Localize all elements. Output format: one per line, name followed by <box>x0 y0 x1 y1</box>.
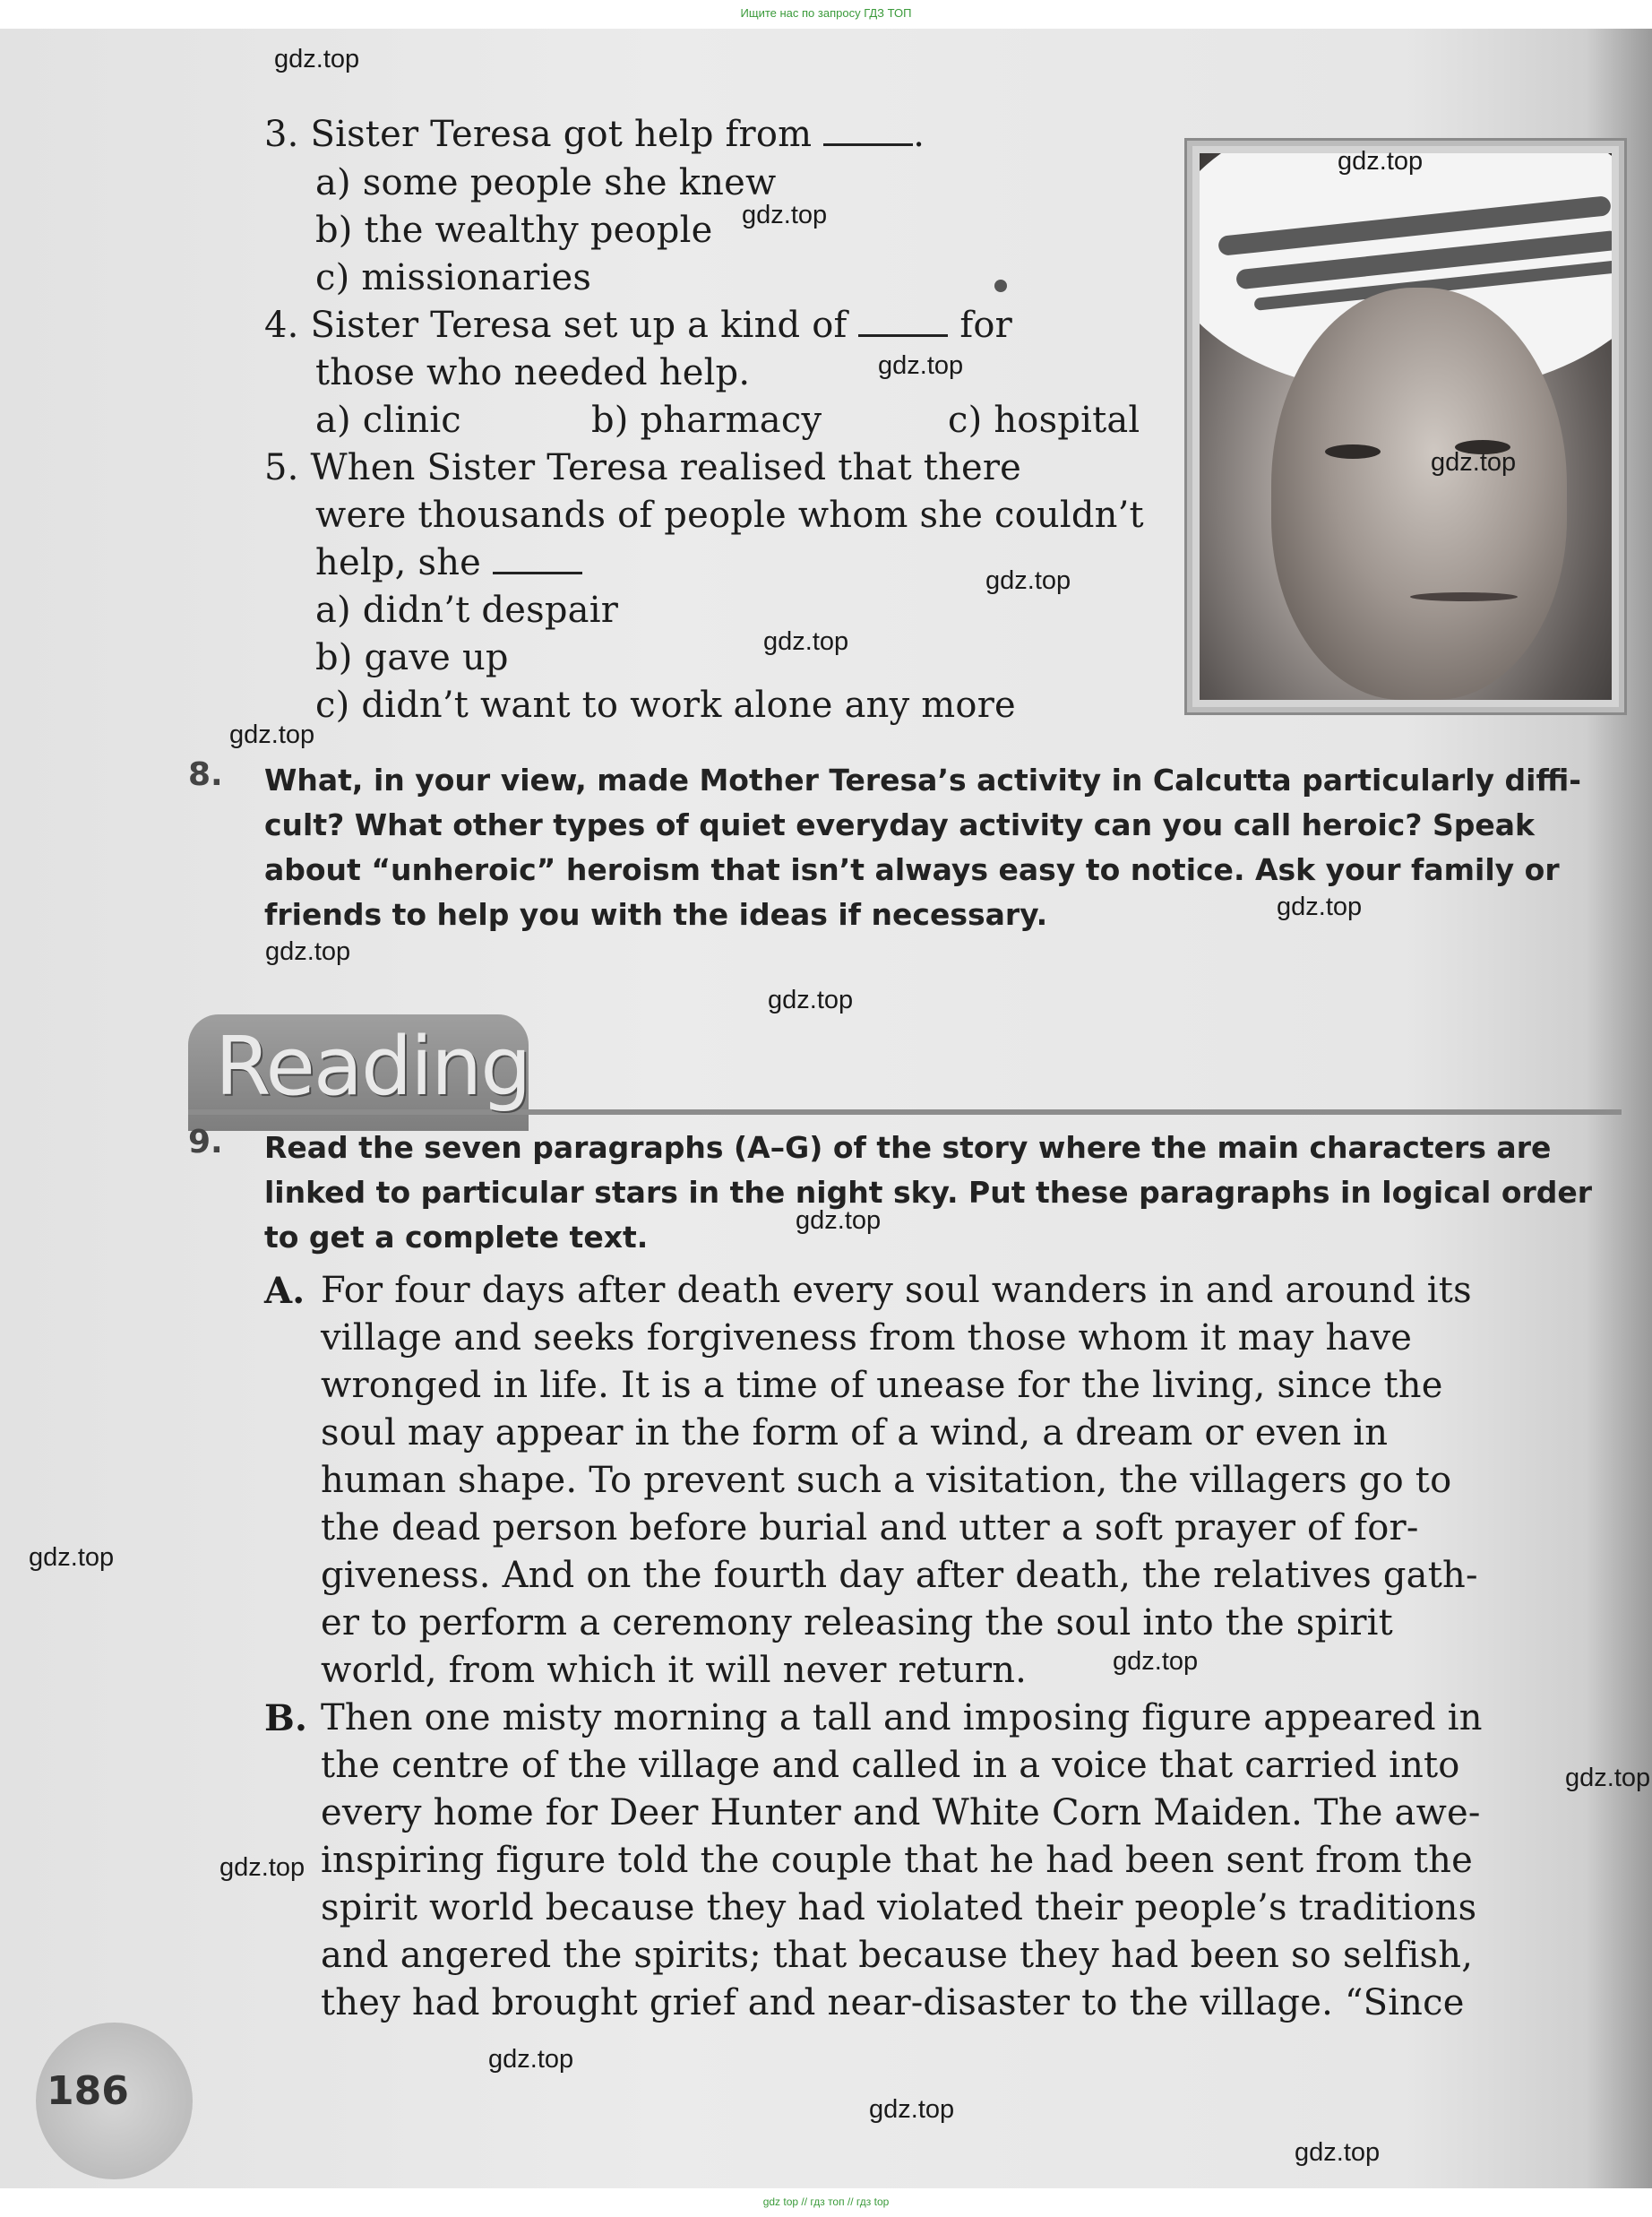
paragraph-a-line: world, from which it will never return. <box>321 1650 1028 1691</box>
task8-line: about “unheroic” heroism that isn’t always easy to notice. Ask your family or <box>264 852 1560 887</box>
q4-line2: those who needed help. <box>315 352 751 393</box>
watermark: gdz.top <box>1338 147 1424 176</box>
paragraph-a-line: For four days after death every soul wanders in and around its <box>321 1270 1472 1311</box>
task8-number: 8. <box>188 756 223 793</box>
paragraph-a-label: A. <box>264 1270 305 1312</box>
answer-blank <box>858 307 948 337</box>
paragraph-b-line: and angered the spirits; that because they had been so selfish, <box>321 1935 1474 1976</box>
paragraph-a-line: human shape. To prevent such a visitation, the villagers go to <box>321 1460 1452 1501</box>
task9-number: 9. <box>188 1124 223 1160</box>
watermark: gdz.top <box>229 720 315 749</box>
task8-line: friends to help you with the ideas if necessary. <box>264 897 1048 932</box>
q3-stem-text: 3. Sister Teresa got help from <box>264 114 813 155</box>
q5-line1: 5. When Sister Teresa realised that there <box>264 447 1022 488</box>
q4-option-b: b) pharmacy <box>591 400 822 441</box>
page-number: 186 <box>47 2068 129 2114</box>
task9-line: linked to particular stars in the night sky. Put these paragraphs in logical order <box>264 1175 1593 1210</box>
q5-line3 <box>315 539 582 587</box>
q5-option-b: b) gave up <box>315 637 509 678</box>
photo-frame <box>1184 138 1627 715</box>
paragraph-a-line: er to perform a ceremony releasing the soul into the spirit <box>321 1602 1393 1643</box>
q5-option-c: c) didn’t want to work alone any more <box>315 685 1016 726</box>
q4-option-a: a) clinic <box>315 400 461 441</box>
paragraph-b-line: the centre of the village and called in a voice that carried into <box>321 1745 1460 1786</box>
paragraph-a-line: wronged in life. It is a time of unease for the living, since the <box>321 1365 1443 1406</box>
mother-teresa-photo <box>1200 153 1612 700</box>
watermark: gdz.top <box>869 2095 955 2124</box>
textbook-page <box>0 29 1652 2188</box>
answer-blank <box>823 116 913 146</box>
paragraph-b-line: spirit world because they had violated their people’s traditions <box>321 1887 1477 1928</box>
paragraph-a-line: village and seeks forgiveness from those whom it may have <box>321 1317 1413 1359</box>
eye-shape <box>1325 444 1381 459</box>
watermark: gdz.top <box>763 627 849 656</box>
watermark: gdz.top <box>265 937 351 966</box>
paragraph-b-line: Then one misty morning a tall and imposing figure appeared in <box>321 1697 1483 1738</box>
watermark: gdz.top <box>742 201 828 229</box>
watermark: gdz.top <box>29 1543 115 1572</box>
q5-line2: were thousands of people whom she couldn’t <box>315 495 1144 536</box>
q5-line3-text: help, she <box>315 542 482 583</box>
watermark: gdz.top <box>488 2045 574 2074</box>
paragraph-b-line: inspiring figure told the couple that he had been sent from the <box>321 1840 1473 1881</box>
q3-option-b: b) the wealthy people <box>315 210 713 251</box>
q3-option-a: a) some people she knew <box>315 162 777 203</box>
watermark: gdz.top <box>274 45 360 73</box>
section-title: Reading <box>215 1020 530 1114</box>
q4-option-c: c) hospital <box>948 400 1140 441</box>
watermark: gdz.top <box>1277 893 1363 921</box>
task8-line: cult? What other types of quiet everyday activity can you call heroic? Speak <box>264 807 1535 842</box>
header-note: Ищите нас по запросу ГДЗ ТОП <box>740 6 912 20</box>
paragraph-b-line: every home for Deer Hunter and White Corn Maiden. The awe- <box>321 1792 1481 1833</box>
paragraph-b-line: they had brought grief and near-disaster to the village. “Since <box>321 1982 1465 2023</box>
speck <box>994 280 1007 292</box>
q5-option-a: a) didn’t despair <box>315 590 619 631</box>
watermark: gdz.top <box>1565 1764 1651 1792</box>
paragraph-a-line: soul may appear in the form of a wind, a dream or even in <box>321 1412 1389 1454</box>
mouth-shape <box>1410 592 1518 601</box>
paragraph-a-line: giveness. And on the fourth day after death, the relatives gath- <box>321 1555 1478 1596</box>
watermark: gdz.top <box>796 1206 882 1235</box>
paragraph-a-line: the dead person before burial and utter a soft prayer of for- <box>321 1507 1419 1548</box>
watermark: gdz.top <box>1113 1647 1199 1676</box>
footer-note: gdz top // гдз топ // гдз top <box>762 2195 890 2208</box>
task9-line: Read the seven paragraphs (A–G) of the story where the main characters are <box>264 1130 1552 1165</box>
watermark: gdz.top <box>1431 448 1517 477</box>
watermark: gdz.top <box>1295 2138 1381 2167</box>
task8-line: What, in your view, made Mother Teresa’s activity in Calcutta particularly diffi- <box>264 763 1581 798</box>
q4-line1 <box>264 302 1012 349</box>
q3-stem: 3. Sister Teresa got help from . <box>264 114 925 155</box>
answer-blank <box>493 545 582 574</box>
paragraph-b-label: B. <box>264 1697 308 1739</box>
watermark: gdz.top <box>985 566 1071 595</box>
watermark: gdz.top <box>768 986 854 1014</box>
q4-line1-text: 4. Sister Teresa set up a kind of <box>264 305 848 346</box>
face-shape <box>1271 288 1567 700</box>
watermark: gdz.top <box>878 351 964 380</box>
task9-line: to get a complete text. <box>264 1220 649 1255</box>
q3-option-c: c) missionaries <box>315 257 592 298</box>
q4-line1-end: for <box>959 305 1012 346</box>
watermark: gdz.top <box>219 1853 305 1882</box>
